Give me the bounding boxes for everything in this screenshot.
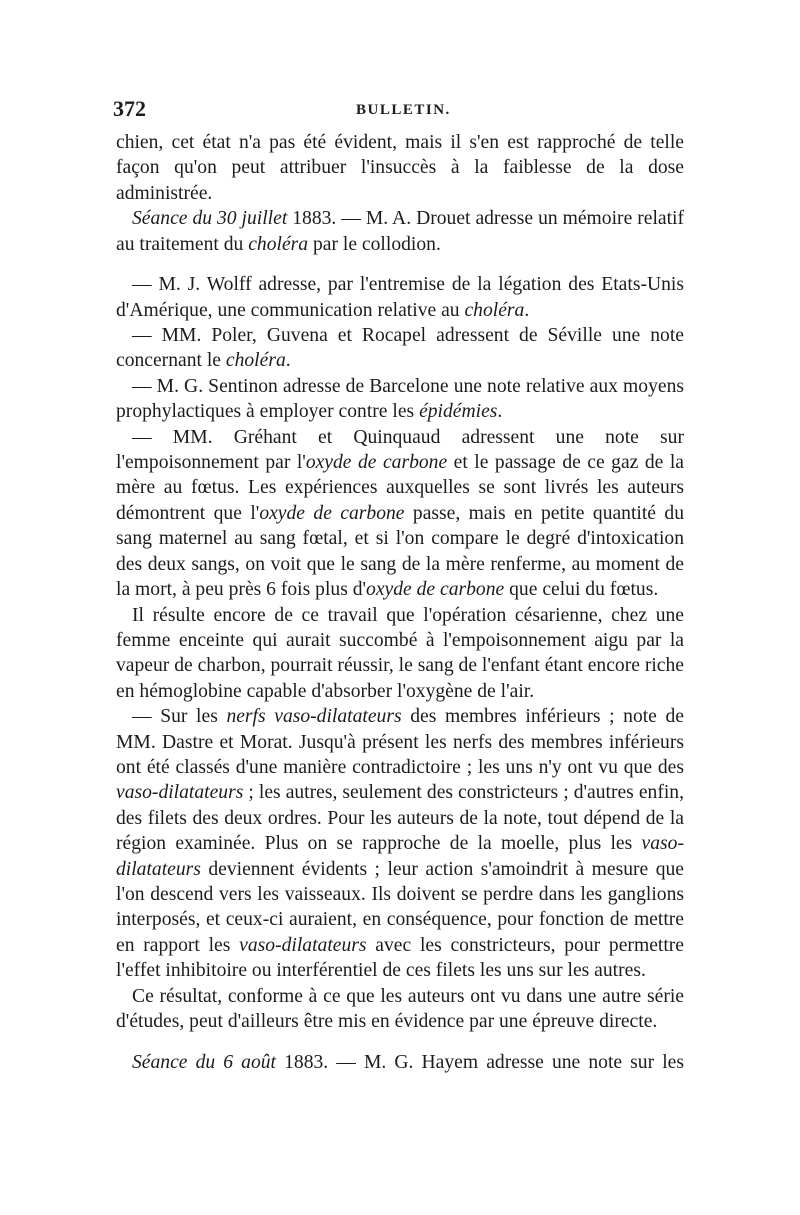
paragraph bbox=[116, 1050, 684, 1075]
text-run: — Sur les bbox=[132, 706, 227, 728]
body-text bbox=[116, 130, 684, 1075]
paragraph bbox=[116, 374, 684, 425]
italic-text: vaso-dilatateurs bbox=[239, 934, 367, 956]
italic-text: oxyde de carbone bbox=[305, 452, 448, 474]
text-run: Il résulte encore de ce travail que l'opération césarienne, chez une femme enceinte qui aurait succombé à l'empoisonnement aigu par la vapeur de charbon, pourrait réussir, le sang de l'enfant étant encore riche en hémoglobine capable d'absorber l'oxygène de l'air. bbox=[116, 604, 684, 702]
text-run: 1883. — M. A. Drouet adresse un mémoire relatif au traitement du bbox=[116, 208, 684, 255]
text-run: Ce résultat, conforme à ce que les auteurs ont vu dans une autre série d'études, peut d'ailleurs être mis en évidence par une épreuve directe. bbox=[116, 985, 684, 1032]
text-run: — M. J. Wolff adresse, par l'entremise de la légation des Etats-Unis d'Amérique, une communication relative au bbox=[116, 274, 684, 321]
text-run: chien, cet état n'a pas été évident, mais il s'en est rapproché de telle façon qu'on peut attribuer l'insuccès à la faiblesse de la dose administrée. bbox=[116, 132, 684, 204]
text-run: avec les constricteurs, pour permettre l'effet inhibitoire ou interférentiel de ces filets les uns sur les autres. bbox=[116, 934, 684, 982]
paragraph bbox=[116, 323, 684, 374]
italic-text: épidémies bbox=[419, 401, 498, 423]
paragraph bbox=[116, 206, 684, 257]
running-head: BULLETIN. bbox=[356, 102, 451, 118]
page-number: 372 bbox=[113, 96, 146, 121]
paragraph bbox=[116, 130, 684, 206]
page-header bbox=[113, 96, 683, 126]
italic-text: vaso-dilatateurs bbox=[116, 833, 684, 880]
italic-text: oxyde de carbone bbox=[366, 579, 505, 601]
italic-text: Séance du 6 août bbox=[132, 1051, 276, 1073]
text-run: passe, mais en petite quantité du sang maternel au sang fœtal, et si l'on compare le degré d'intoxication des deux sangs, on voit que le sang de la mère renferme, au moment de la mort, à peu près 6 fois plus d' bbox=[116, 502, 685, 601]
text-run: 1883. — M. G. Hayem adresse une note sur les bbox=[276, 1051, 684, 1073]
text-run: . bbox=[285, 350, 291, 372]
text-run: que celui du fœtus. bbox=[504, 579, 659, 601]
italic-text: choléra bbox=[248, 233, 309, 255]
italic-text: oxyde de carbone bbox=[259, 502, 405, 524]
italic-text: Séance du 30 juillet bbox=[132, 208, 288, 230]
text-run: — M. G. Sentinon adresse de Barcelone une note relative aux moyens prophylactiques à employer contre les bbox=[116, 375, 684, 423]
text-run: et le passage de ce gaz de la mère au fœtus. Les expériences auxquelles se sont livrés les auteurs démontrent que l' bbox=[116, 452, 684, 524]
paragraph bbox=[116, 425, 684, 603]
paragraph bbox=[116, 272, 684, 323]
text-run: des membres inférieurs ; note de MM. Dastre et Morat. Jusqu'à présent les nerfs des membres inférieurs ont été classés d'une manière contradictoire ; les uns n'y ont vu que des bbox=[116, 706, 684, 778]
text-run: . bbox=[497, 401, 503, 423]
text-run: deviennent évidents ; leur action s'amoindrit à mesure que l'on descend vers les vaisseaux. Ils doivent se perdre dans les ganglions interposés, et ceux-ci auraient, en conséquence, pour fonction de mettre en rapport les bbox=[116, 858, 684, 956]
paragraph bbox=[116, 984, 684, 1035]
text-run: ; les autres, seulement des constricteurs ; d'autres enfin, des filets des deux ordres. Pour les auteurs de la note, tout dépend de la région examinée. Plus on se rapproche de la moelle, plus les bbox=[116, 782, 684, 855]
text-run: — MM. Poler, Guvena et Rocapel adressent de Séville une note concernant le bbox=[116, 325, 684, 372]
paragraph bbox=[116, 603, 684, 705]
text-run: . bbox=[524, 299, 530, 321]
italic-text: choléra bbox=[464, 299, 525, 321]
italic-text: nerfs vaso-dilatateurs bbox=[226, 706, 402, 728]
italic-text: vaso-dilatateurs bbox=[116, 782, 244, 804]
paragraph bbox=[116, 704, 684, 983]
italic-text: choléra bbox=[225, 350, 286, 372]
text-run: par le collodion. bbox=[308, 233, 441, 255]
text-run: — MM. Gréhant et Quinquaud adressent une note sur l'empoisonnement par l' bbox=[116, 426, 684, 474]
